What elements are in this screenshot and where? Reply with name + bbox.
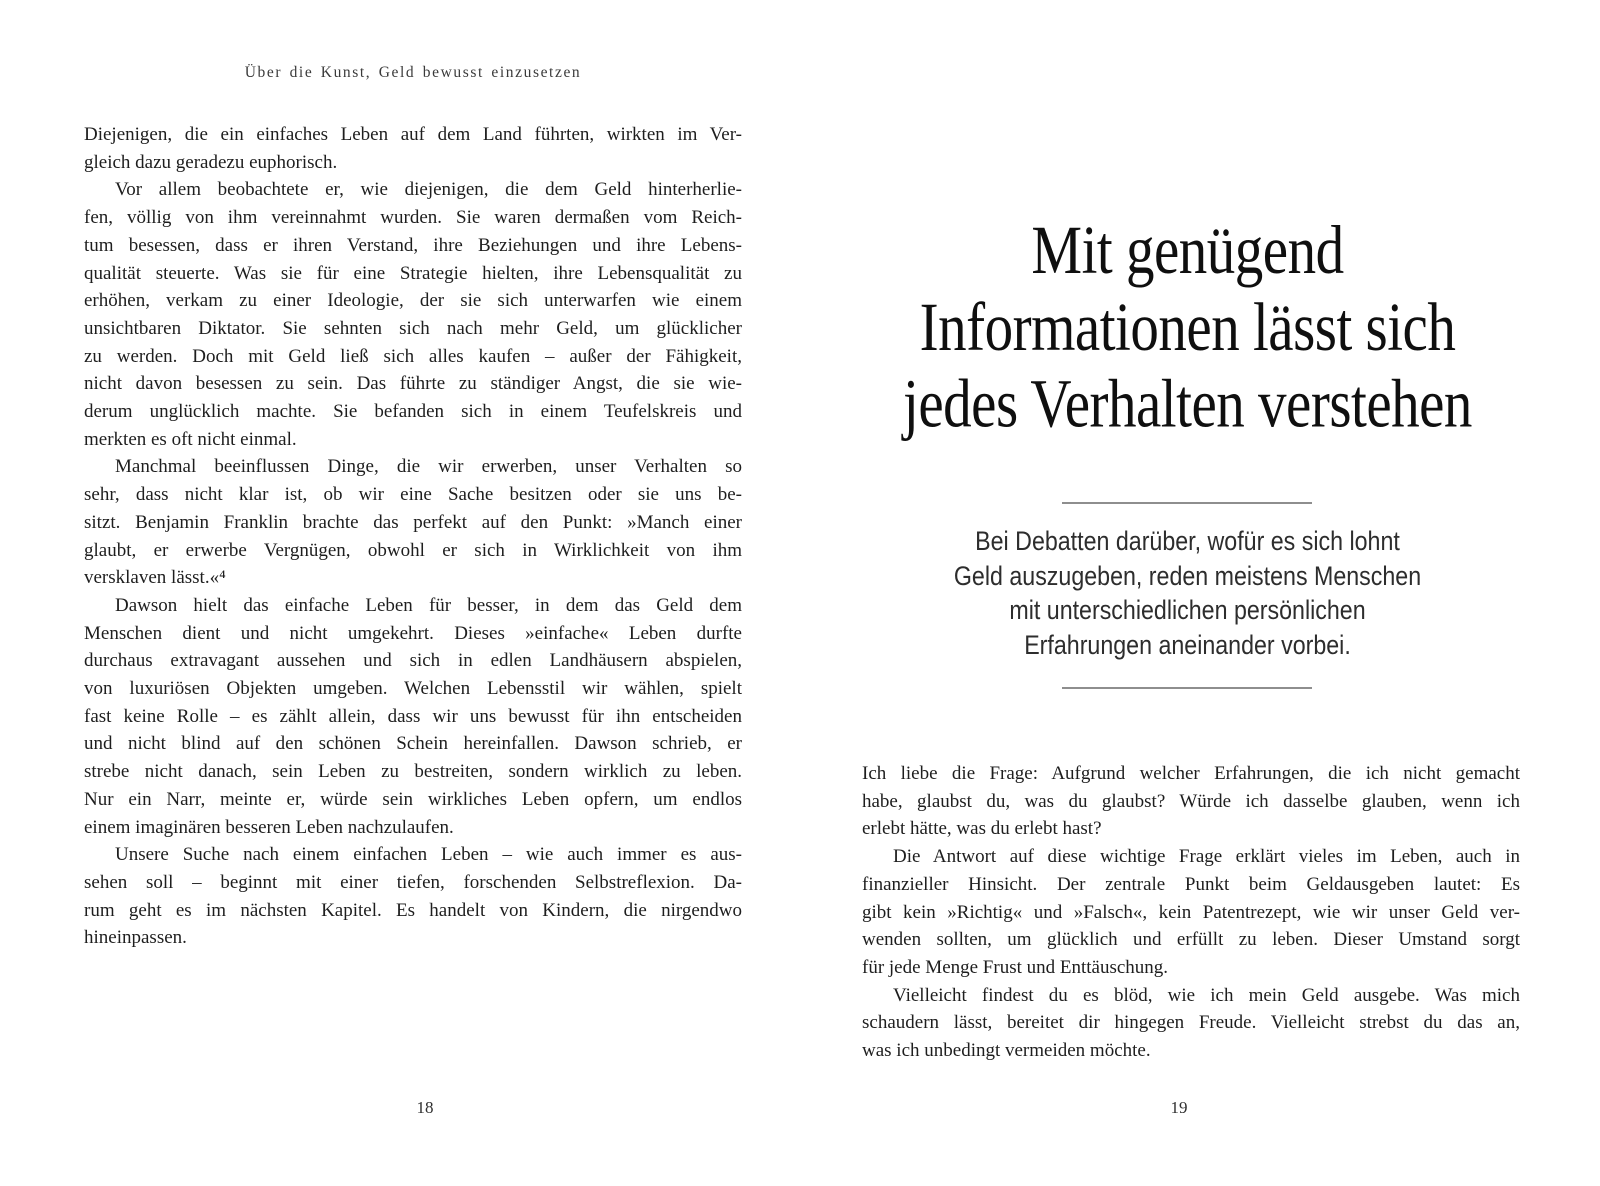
- text-line: wenden sollten, um glücklich und erfüllt zu leben. Dieser Umstand sorgt: [862, 929, 1520, 951]
- text-line: zu werden. Doch mit Geld ließ sich alles kaufen – außer der Fähigkeit,: [84, 345, 742, 367]
- paragraph: [84, 121, 742, 176]
- text-line: Ich liebe die Frage: Aufgrund welcher Erfahrungen, die ich nicht gemacht: [862, 763, 1520, 784]
- divider-rule-top: [1062, 502, 1312, 504]
- text-line: für jede Menge Frust und Enttäuschung.: [862, 956, 1169, 978]
- text-line: sitzt. Benjamin Franklin brachte das perfekt auf den Punkt: »Manch einer: [84, 511, 742, 533]
- text-line: Diejenigen, die ein einfaches Leben auf dem Land führten, wirkten im Ver-: [84, 124, 742, 145]
- text-line: habe, glaubst du, was du glaubst? Würde ich dasselbe glauben, wenn ich: [862, 790, 1520, 812]
- text-line: von luxuriösen Objekten umgeben. Welchen Lebensstil wir wählen, spielt: [84, 678, 742, 700]
- text-line: Informationen lässt sich: [919, 289, 1456, 366]
- text-line: gleich dazu geradezu euphorisch.: [84, 151, 338, 173]
- text-line: Vor allem beobachtete er, wie diejenigen, die dem Geld hinterherlie-: [115, 179, 742, 201]
- text-line: Mit genügend: [1031, 213, 1344, 289]
- text-line: Vielleicht findest du es blöd, wie ich mein Geld ausgebe. Was mich: [893, 984, 1520, 1006]
- text-line: gibt kein »Richtig« und »Falsch«, kein Patentrezept, wie wir unser Geld ver-: [862, 901, 1520, 923]
- text-line: fen, völlig von ihm vereinnahmt wurden. Sie waren dermaßen vom Reich-: [84, 207, 742, 229]
- text-line: Geld auszugeben, reden meistens Menschen: [953, 560, 1422, 591]
- divider-rule-bottom: [1062, 687, 1312, 689]
- right-body-text: [862, 760, 1520, 1065]
- text-line: Unsere Suche nach einem einfachen Leben – wie auch immer es aus-: [115, 844, 742, 866]
- text-line: tum besessen, dass er ihren Verstand, ihre Beziehungen und ihre Lebens-: [84, 234, 742, 256]
- text-line: qualität steuerte. Was sie für eine Strategie hielten, ihre Lebensqualität zu: [84, 262, 742, 284]
- text-line: Manchmal beeinflussen Dinge, die wir erwerben, unser Verhalten so: [115, 456, 742, 478]
- text-line: Die Antwort auf diese wichtige Frage erklärt vieles im Leben, auch in: [893, 846, 1520, 868]
- text-line: und nicht blind auf den schönen Schein hereinfallen. Dawson schrieb, er: [84, 733, 742, 755]
- text-line: nicht davon besessen zu sein. Das führte zu ständiger Angst, die sie wie-: [84, 373, 742, 395]
- paragraph: [84, 592, 742, 841]
- text-line: Nur ein Narr, meinte er, würde sein wirkliches Leben opfern, um endlos: [84, 788, 742, 810]
- text-line: sehen soll – beginnt mit einer tiefen, forschenden Selbstreflexion. Da-: [84, 871, 742, 893]
- text-line: unsichtbaren Diktator. Sie sehnten sich nach mehr Geld, um glücklicher: [84, 317, 742, 339]
- text-line: rum geht es im nächsten Kapitel. Es handelt von Kindern, die nirgendwo: [84, 899, 742, 921]
- text-line: jedes Verhalten verstehen: [903, 366, 1472, 443]
- text-line: hineinpassen.: [84, 927, 187, 949]
- text-line: fast keine Rolle – es zählt allein, dass wir uns bewusst für ihn entscheiden: [84, 705, 742, 727]
- left-body-text: [84, 121, 742, 952]
- text-line: was ich unbedingt vermeiden möchte.: [862, 1040, 1151, 1062]
- text-line: Erfahrungen aneinander vorbei.: [1024, 629, 1351, 660]
- pull-quote: [897, 524, 1478, 662]
- paragraph: [84, 841, 742, 952]
- text-line: versklaven lässt.«⁴: [84, 567, 226, 589]
- text-line: erhöhen, verkam zu einer Ideologie, der sie sich unterwarfen wie einem: [84, 290, 742, 312]
- paragraph: [862, 760, 1520, 843]
- page-number-left: 18: [416, 1098, 434, 1117]
- text-line: derum unglücklich machte. Sie befanden sich in einem Teufelskreis und: [84, 401, 742, 423]
- text-line: Menschen dient und nicht umgekehrt. Dieses »einfache« Leben durfte: [84, 622, 742, 644]
- text-line: Bei Debatten darüber, wofür es sich lohnt: [975, 526, 1400, 556]
- paragraph: [84, 453, 742, 592]
- chapter-heading: [850, 213, 1525, 443]
- page-number-right: 19: [1170, 1098, 1188, 1117]
- text-line: strebe nicht danach, sein Leben zu bestreiten, sondern wirklich zu leben.: [84, 761, 742, 783]
- text-line: einem imaginären besseren Leben nachzulaufen.: [84, 816, 454, 838]
- paragraph: [862, 982, 1520, 1065]
- text-line: durchaus extravagant aussehen und sich in edlen Landhäusern abspielen,: [84, 650, 742, 672]
- running-head: Über die Kunst, Geld bewusst einzusetzen: [244, 64, 582, 81]
- text-line: sehr, dass nicht klar ist, ob wir eine Sache besitzen oder sie uns be-: [84, 484, 742, 506]
- text-line: erlebt hätte, was du erlebt hast?: [862, 818, 1102, 840]
- text-line: Dawson hielt das einfache Leben für besser, in dem das Geld dem: [115, 594, 742, 616]
- text-line: mit unterschiedlichen persönlichen: [1009, 595, 1366, 625]
- paragraph: [84, 176, 742, 453]
- text-line: schaudern lässt, bereitet dir hingegen Freude. Vielleicht strebst du das an,: [862, 1012, 1520, 1034]
- text-line: merkten es oft nicht einmal.: [84, 428, 297, 450]
- paragraph: [862, 843, 1520, 982]
- text-line: glaubt, er erwerbe Vergnügen, obwohl er sich in Wirklichkeit von ihm: [84, 539, 742, 561]
- text-line: finanzieller Hinsicht. Der zentrale Punkt beim Geldausgeben lautet: Es: [862, 873, 1520, 895]
